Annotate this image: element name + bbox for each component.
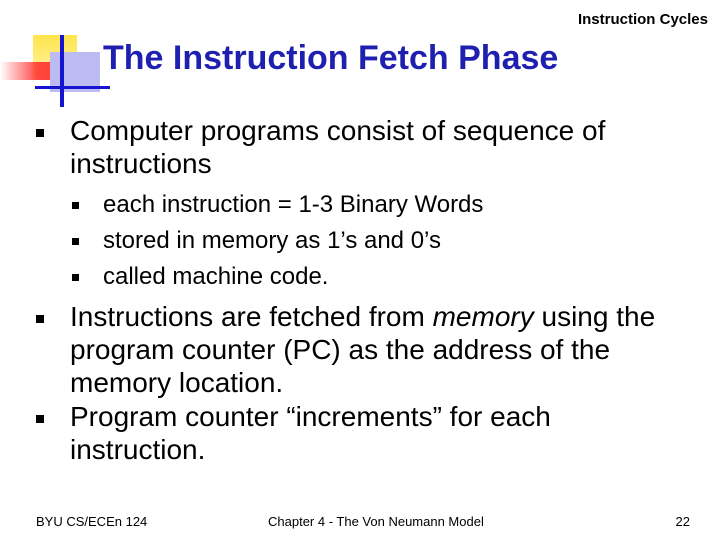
bullet-square-icon: [36, 415, 44, 423]
sub-bullet-item: [34, 187, 694, 223]
footer-course: BYU CS/ECEn 124: [36, 514, 148, 529]
section-label: Instruction Cycles: [577, 11, 708, 28]
sub-bullet-item: [34, 223, 694, 259]
bullet-square-icon: [72, 274, 79, 281]
bullet-text: Computer programs consist of sequence of instructions: [70, 115, 606, 179]
bullet-square-icon: [36, 129, 44, 137]
bullet-text-end: using the program counter (PC) as the address of the memory location.: [70, 301, 656, 398]
emphasis-text: memory: [432, 301, 534, 332]
footer-chapter: Chapter 4 - The Von Neumann Model: [268, 514, 484, 529]
bullet-item: [34, 114, 694, 180]
sub-bullet-text: each instruction = 1-3 Binary Words: [103, 191, 484, 218]
sub-bullet-list: [34, 187, 694, 295]
bullet-square-icon: [72, 238, 79, 245]
bullet-text-start: Instructions are fetched from: [70, 301, 433, 332]
bullet-square-icon: [72, 202, 79, 209]
decorative-logo: [0, 0, 110, 110]
bullet-square-icon: [36, 315, 44, 323]
sub-bullet-item: [34, 259, 694, 295]
slide-content: [34, 114, 694, 466]
bullet-item: [34, 400, 694, 466]
page-number: 22: [675, 514, 690, 529]
bullet-text: Program counter “increments” for each instruction.: [70, 401, 551, 465]
bullet-item: [34, 300, 694, 399]
sub-bullet-text: stored in memory as 1’s and 0’s: [103, 227, 441, 254]
sub-bullet-text: called machine code.: [103, 263, 329, 290]
slide-title: The Instruction Fetch Phase: [103, 39, 559, 77]
